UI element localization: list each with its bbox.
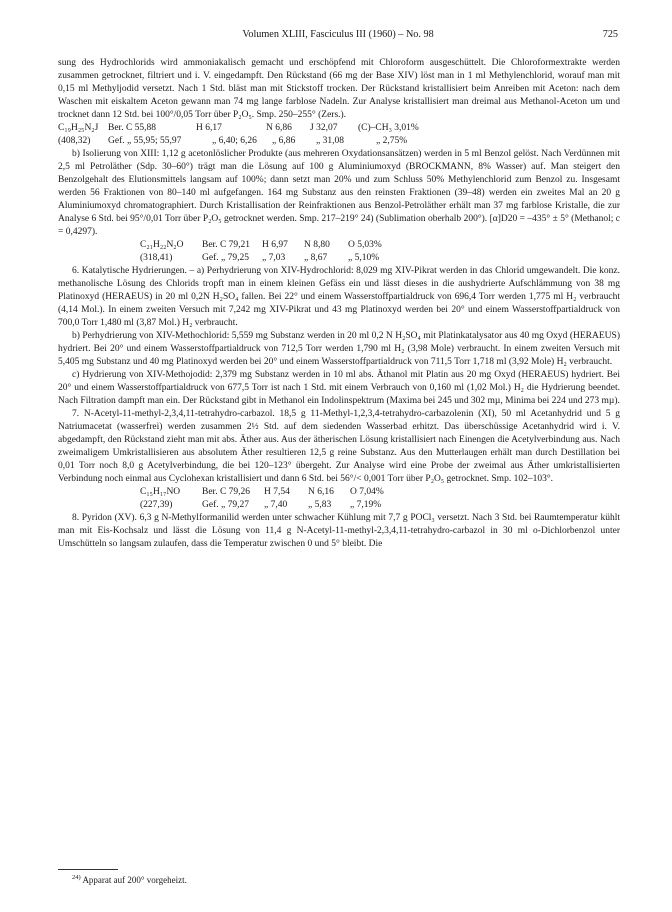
formula: C₂₁H₂₂N₂O	[140, 240, 184, 250]
analysis-value: „ 5,10%	[348, 253, 380, 263]
analysis-value: „ 6,86	[272, 136, 296, 146]
elemental-analysis-found	[58, 499, 620, 512]
elemental-analysis-calculated	[58, 486, 620, 499]
paragraph: 6. Katalytische Hydrierungen. – a) Perhydrierung von XIV-Hydrochlorid: 8,029 mg XIV-Pikrat werden in das Chlorid umgewandelt. Die konz. methanolische Lösung des Chlorids tropft man in einem kleinen Gefäss ein und lässt dieses in die aushydrierte Aufschlämmung von 38 mg Platinoxyd (HERAEUS) in 20 ml 0,2N H₂SO₄ fallen. Bei 22° und einem Wasserstoffpartialdruck von 696,4 Torr werden 1,775 ml H₂ verbraucht (4,14 Mol.). In einem zweiten Versuch mit 7,242 mg XIV-Pikrat und 43 mg Platinoxyd werden bei 20° und einem Wasserstoffpartialdruck von 700,0 Torr 1,480 ml (3,87 Mol.) H₂ verbraucht.	[58, 266, 620, 328]
elemental-analysis-found	[58, 252, 620, 265]
elemental-analysis-found	[58, 135, 620, 148]
paragraph: 7. N-Acetyl-11-methyl-2,3,4,11-tetrahydro-carbazol. 18,5 g 11-Methyl-1,2,3,4-tetrahydro-carbazolenin (XI), 50 ml Acetanhydrid und 5 g Natriumacetat (wasserfrei) werden zusammen 2½ Std. auf dem siedenden Wasserbad erhitzt. Das überschüssige Acetanhydrid wird i. V. abgedampft, den Rückstand zieht man mit abs. Äther aus. Aus der ätherischen Lösung kristallisiert nach Einengen die Acetylverbindung aus. Nach zweimaligem Umkristallisieren aus absolutem Äther resultieren 12,5 g reine Substanz. Aus den Mutterlaugen erhält man durch Destillation bei 0,01 Torr noch 8,0 g Acetylverbindung, die bei 120–123° übergeht. Zur Analyse wird eine Probe der zweimal aus Äther umkristallisierten Verbindung noch einmal aus Cyclohexan kristallisiert und dann 6 Std. bei 56°/< 0,001 Torr über P₂O₅ getrocknet. Smp. 102–103°.	[58, 409, 620, 484]
analysis-value: „ 8,67	[304, 253, 328, 263]
analysis-value: „ 7,03	[262, 253, 286, 263]
footnote-text: Apparat auf 200° vorgeheizt.	[82, 875, 187, 885]
analysis-value: Ber. C 79,26	[202, 487, 251, 497]
analysis-value: N 6,86	[266, 123, 292, 133]
analysis-value: (C)–CH₃ 3,01%	[358, 123, 419, 133]
molecular-weight: (318,41)	[140, 253, 173, 263]
analysis-value: N 8,80	[304, 240, 330, 250]
formula: C₁₉H₂₅N₂J	[58, 123, 99, 133]
running-header	[58, 29, 618, 43]
analysis-value: Gef. „ 79,25	[202, 253, 249, 263]
elemental-analysis-calculated	[58, 122, 620, 135]
analysis-value: Gef. „ 55,95; 55,97	[108, 136, 182, 146]
molecular-weight: (408,32)	[58, 136, 91, 146]
paragraph: sung des Hydrochlorids wird ammoniakalisch gemacht und erschöpfend mit Chloroform ausgeschüttelt. Die Chloroformextrakte werden zusammen getrocknet, filtriert und i. V. eingedampft. Den Rückstand (66 mg der Base XIV) löst man in 1 ml Methylenchlorid, worauf man mit 0,15 ml Methyljodid versetzt. Nach 1 Std. bläst man mit Stickstoff trocken. Der Rückstand kristallisiert beim Anreiben mit Aceton: nach dem Waschen mit eiskaltem Aceton gewann man 74 mg lange farblose Nadeln. Zur Analyse kristallisiert man dreimal aus Methanol-Aceton um und trocknet dann 12 Std. bei 100°/0,05 Torr über P₂O₅. Smp. 250–255° (Zers.).	[58, 58, 620, 120]
footnote	[72, 875, 187, 885]
paragraph: 8. Pyridon (XV). 6,3 g N-Methylformanilid werden unter schwacher Kühlung mit 7,7 g POCl₃ versetzt. Nach 3 Std. bei Raumtemperatur kühlt man mit Eis-Kochsalz und lässt die Lösung von 11,4 g N-Acetyl-11-methyl-2,3,4,11-tetrahydro-carbazol in 30 ml o-Dichlorbenzol unter Umschütteln so langsam zulaufen, dass die Temperatur zwischen 0 und 5° bleibt. Die	[58, 513, 620, 549]
analysis-value: „ 7,40	[264, 500, 288, 510]
analysis-value: N 6,16	[308, 487, 334, 497]
analysis-value: „ 2,75%	[376, 136, 408, 146]
page-number: 725	[602, 29, 618, 40]
analysis-value: J 32,07	[310, 123, 338, 133]
analysis-value: O 7,04%	[350, 487, 384, 497]
formula: C₁₅H₁₇NO	[140, 487, 181, 497]
analysis-value: O 5,03%	[348, 240, 382, 250]
analysis-value: Ber. C 55,88	[108, 123, 157, 133]
analysis-value: H 6,97	[262, 240, 288, 250]
analysis-value: H 6,17	[196, 123, 222, 133]
molecular-weight: (227,39)	[140, 500, 173, 510]
paragraph: b) Isolierung von XIII: 1,12 g acetonlöslicher Produkte (aus mehreren Oxydationsansätzen) werden in 5 ml Benzol gelöst. Nach Verdünnen mit 2,5 ml Petroläther (Sdp. 30–60°) trägt man die Lösung auf 100 g Aluminiumoxyd (BROCKMANN, 8% Wasser) auf. Man steigert den Benzolgehalt des Elutionsmittels langsam auf 100%; dann setzt man 20% und zum Schluss 50% Methylenchlorid zum Benzol zu. Insgesamt werden 56 Fraktionen von 80–140 ml aufgefangen. 164 mg Substanz aus den reinsten Fraktionen (39–48) werden ein zweites Mal an 20 g Aluminiumoxyd chromatographiert. Durch Kristallisation der Reinfraktionen aus Benzol-Petroläther erhält man 37 mg farblose Kristalle, die zur Analyse 6 Std. bei 95°/0,01 Torr über P₂O₅ getrocknet werden. Smp. 217–219° 24) (Sublimation oberhalb 200°). [α]D20 = –435° ± 5° (Methanol; c = 0,4297).	[58, 149, 620, 237]
footnote-marker: 24)	[72, 874, 81, 881]
analysis-value: „ 7,19%	[350, 500, 382, 510]
paragraph: b) Perhydrierung von XIV-Methochlorid: 5,559 mg Substanz werden in 20 ml 0,2 N H₂SO₄ mit Platinkatalysator aus 40 mg Oxyd (HERAEUS) hydriert. Bei 20° und einem Wasserstoffpartialdruck von 712,5 Torr werden 1,790 ml H₂ (3,98 Mole) verbraucht. In einem zweiten Versuch mit 5,405 mg Substanz und 40 mg Platinoxyd werden bei 20° und einem Wasserstoffpartialdruck von 711,5 Torr 1,718 ml (3,92 Mole) H₂ verbraucht.	[58, 331, 620, 367]
article-body	[58, 57, 620, 551]
analysis-value: Gef. „ 79,27	[202, 500, 249, 510]
analysis-value: „ 5,83	[308, 500, 332, 510]
elemental-analysis-calculated	[58, 239, 620, 252]
analysis-value: H 7,54	[264, 487, 290, 497]
analysis-value: Ber. C 79,21	[202, 240, 251, 250]
footnote-divider	[58, 869, 118, 870]
paragraph: c) Hydrierung von XIV-Methojodid: 2,379 mg Substanz werden in 10 ml abs. Äthanol mit Platin aus 20 mg Oxyd (HERAEUS) hydriert. Bei 20° und einem Wasserstoffpartialdruck von 677,5 Torr ist nach 1 Std. mit einem Verbrauch von 0,160 ml (1,02 Mol.) H₂ die Hydrierung beendet. Nach Filtration dampft man ein. Der Rückstand gibt in Methanol ein Indolinspektrum (Maxima bei 245 und 302 mµ, Minima bei 224 und 273 mµ).	[58, 370, 620, 406]
analysis-value: „ 31,08	[316, 136, 344, 146]
analysis-value: „ 6,40; 6,26	[212, 136, 257, 146]
journal-title: Volumen XLIII, Fasciculus III (1960) – No. 98	[242, 29, 434, 40]
